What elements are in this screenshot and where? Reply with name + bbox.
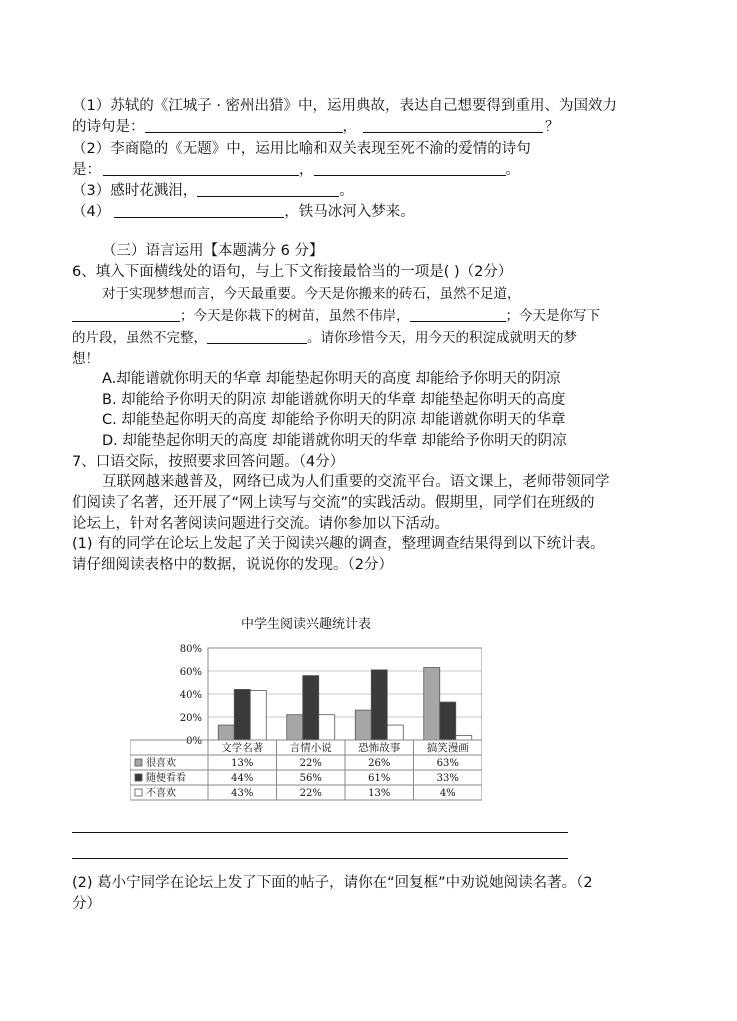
q7-part2-line-1: (2) 葛小宁同学在论坛上发了下面的帖子，请你在“回复框”中劝说她阅读名著。（2 (72, 875, 593, 891)
option-c[interactable]: C. 却能垫起你明天的高度 却能给予你明天的阴凉 却能谱就你明天的华章 (102, 412, 566, 428)
passage-3a: 的片段，虽然不完整， (72, 330, 207, 346)
data-label: 43% (231, 788, 254, 799)
data-label: 13% (368, 788, 391, 799)
y-tick-label: 40% (179, 690, 202, 701)
bar-2 (371, 670, 387, 740)
data-label: 4% (439, 788, 456, 799)
answer-blank[interactable] (314, 161, 506, 176)
answer-line[interactable] (72, 832, 568, 833)
answer-blank[interactable] (114, 203, 284, 218)
bar-1 (218, 725, 234, 740)
passage-2b: ；今天是你写下 (505, 308, 600, 324)
passage-line-1: 对于实现梦想而言，今天最重要。今天是你搬来的砖石，虽然不足道， (102, 286, 521, 302)
data-label: 56% (299, 773, 322, 784)
q-fill-4-sep: ， (299, 162, 314, 178)
chart-title: 中学生阅读兴趣统计表 (240, 617, 372, 632)
q-fill-5-prefix: （3）感时花溅泪， (72, 183, 198, 199)
passage-2a: ；今天是你栽下的树苗，虽然不伟岸， (180, 308, 410, 324)
q7-part1-line-2: 请仔细阅读表格中的数据，说说你的发现。（2分） (72, 557, 393, 573)
bar-1 (424, 668, 440, 740)
y-tick-label: 20% (179, 713, 202, 724)
q-fill-line-6 (72, 202, 415, 222)
q7-intro-line-2: 们阅读了名著，还开展了“网上读写与交流”的实践活动。假期里，同学们在班级的 (72, 495, 595, 511)
x-tick-label: 搞笑漫画 (426, 742, 469, 754)
bar-1 (355, 710, 371, 740)
y-tick-label: 80% (179, 644, 202, 655)
passage-line-2 (72, 306, 600, 326)
legend-label: 不喜欢 (146, 788, 176, 799)
bar-3 (387, 725, 403, 740)
passage-line-4: 想！ (72, 351, 99, 367)
question-6: 6、填入下面横线处的语句，与上下文衔接最恰当的一项是( )（2分） (72, 264, 513, 280)
data-label: 63% (436, 758, 459, 769)
bar-2 (440, 702, 456, 740)
data-label: 22% (299, 788, 322, 799)
x-tick-label: 文学名著 (221, 742, 264, 754)
y-tick-label: 60% (179, 667, 202, 678)
q-fill-4-prefix: 是： (72, 162, 101, 178)
question-7: 7、口语交际，按照要求回答问题。（4分） (72, 454, 345, 470)
answer-blank[interactable] (103, 161, 299, 176)
q-fill-line-5 (72, 181, 354, 201)
q7-intro-line-1: 互联网越来越普及，网络已成为人们重要的交流平台。语文课上，老师带领同学 (102, 474, 610, 490)
q7-part1-line-1: (1) 有的同学在论坛上发起了关于阅读兴趣的调查，整理调查结果得到以下统计表。 (72, 536, 605, 552)
legend-swatch (135, 759, 142, 766)
bar-3 (250, 691, 266, 740)
passage-3b: 。请你珍惜今天，用今天的积淀成就明天的梦 (307, 330, 577, 346)
option-a[interactable]: A.却能谱就你明天的华章 却能垫起你明天的高度 却能给予你明天的阴凉 (102, 371, 561, 387)
data-label: 13% (231, 758, 254, 769)
passage-line-3 (72, 328, 577, 348)
q-fill-line-4 (72, 160, 520, 180)
q7-part2-line-2: 分） (72, 896, 101, 912)
reading-interest-chart (130, 610, 482, 806)
legend-swatch (135, 774, 142, 781)
q-fill-6-prefix: （4） (72, 204, 111, 220)
answer-blank[interactable] (197, 182, 339, 197)
section-heading: （三）语言运用【本题满分 6 分】 (102, 243, 324, 259)
legend-swatch (135, 789, 142, 796)
answer-blank[interactable] (410, 307, 506, 322)
answer-line[interactable] (72, 858, 568, 859)
q-fill-line-1: （1）苏轼的《江城子 · 密州出猎》中，运用典故，表达自己想要得到重用、为国效力 (72, 98, 618, 114)
answer-blank[interactable] (207, 329, 307, 344)
q-fill-2-end: ？ (545, 119, 559, 135)
q-fill-5-end: 。 (339, 183, 354, 199)
data-label: 44% (231, 773, 254, 784)
q-fill-2-prefix: 的诗句是： (72, 119, 145, 135)
x-tick-label: 言情小说 (289, 742, 332, 754)
q-fill-6-end: ，铁马冰河入梦来。 (284, 204, 415, 220)
bar-2 (234, 689, 250, 740)
legend-label: 很喜欢 (146, 758, 176, 769)
q-fill-2-sep: ， (342, 119, 357, 135)
y-tick-label: 0% (186, 736, 202, 747)
q7-intro-line-3: 论坛上，针对名著阅读问题进行交流。请你参加以下活动。 (72, 516, 449, 532)
data-label: 22% (299, 758, 322, 769)
bar-1 (287, 715, 303, 740)
answer-blank[interactable] (72, 307, 180, 322)
option-d[interactable]: D. 却能垫起你明天的高度 却能谱就你明天的华章 却能给予你明天的阴凉 (102, 433, 567, 449)
q-fill-line-3: （2）李商隐的《无题》中，运用比喻和双关表现至死不渝的爱情的诗句 (72, 141, 531, 157)
legend-label: 随便看看 (146, 773, 186, 784)
bar-3 (456, 735, 472, 740)
data-label: 61% (368, 773, 391, 784)
q-fill-line-2 (72, 117, 559, 137)
bar-2 (303, 676, 319, 740)
data-label: 26% (368, 758, 391, 769)
option-b[interactable]: B. 却能给予你明天的阴凉 却能谱就你明天的华章 却能垫起你明天的高度 (102, 392, 566, 408)
bar-3 (319, 715, 335, 740)
answer-blank[interactable] (363, 118, 543, 133)
answer-blank[interactable] (145, 118, 343, 133)
x-tick-label: 恐怖故事 (358, 742, 401, 754)
q-fill-4-end: 。 (505, 162, 520, 178)
data-label: 33% (436, 773, 459, 784)
